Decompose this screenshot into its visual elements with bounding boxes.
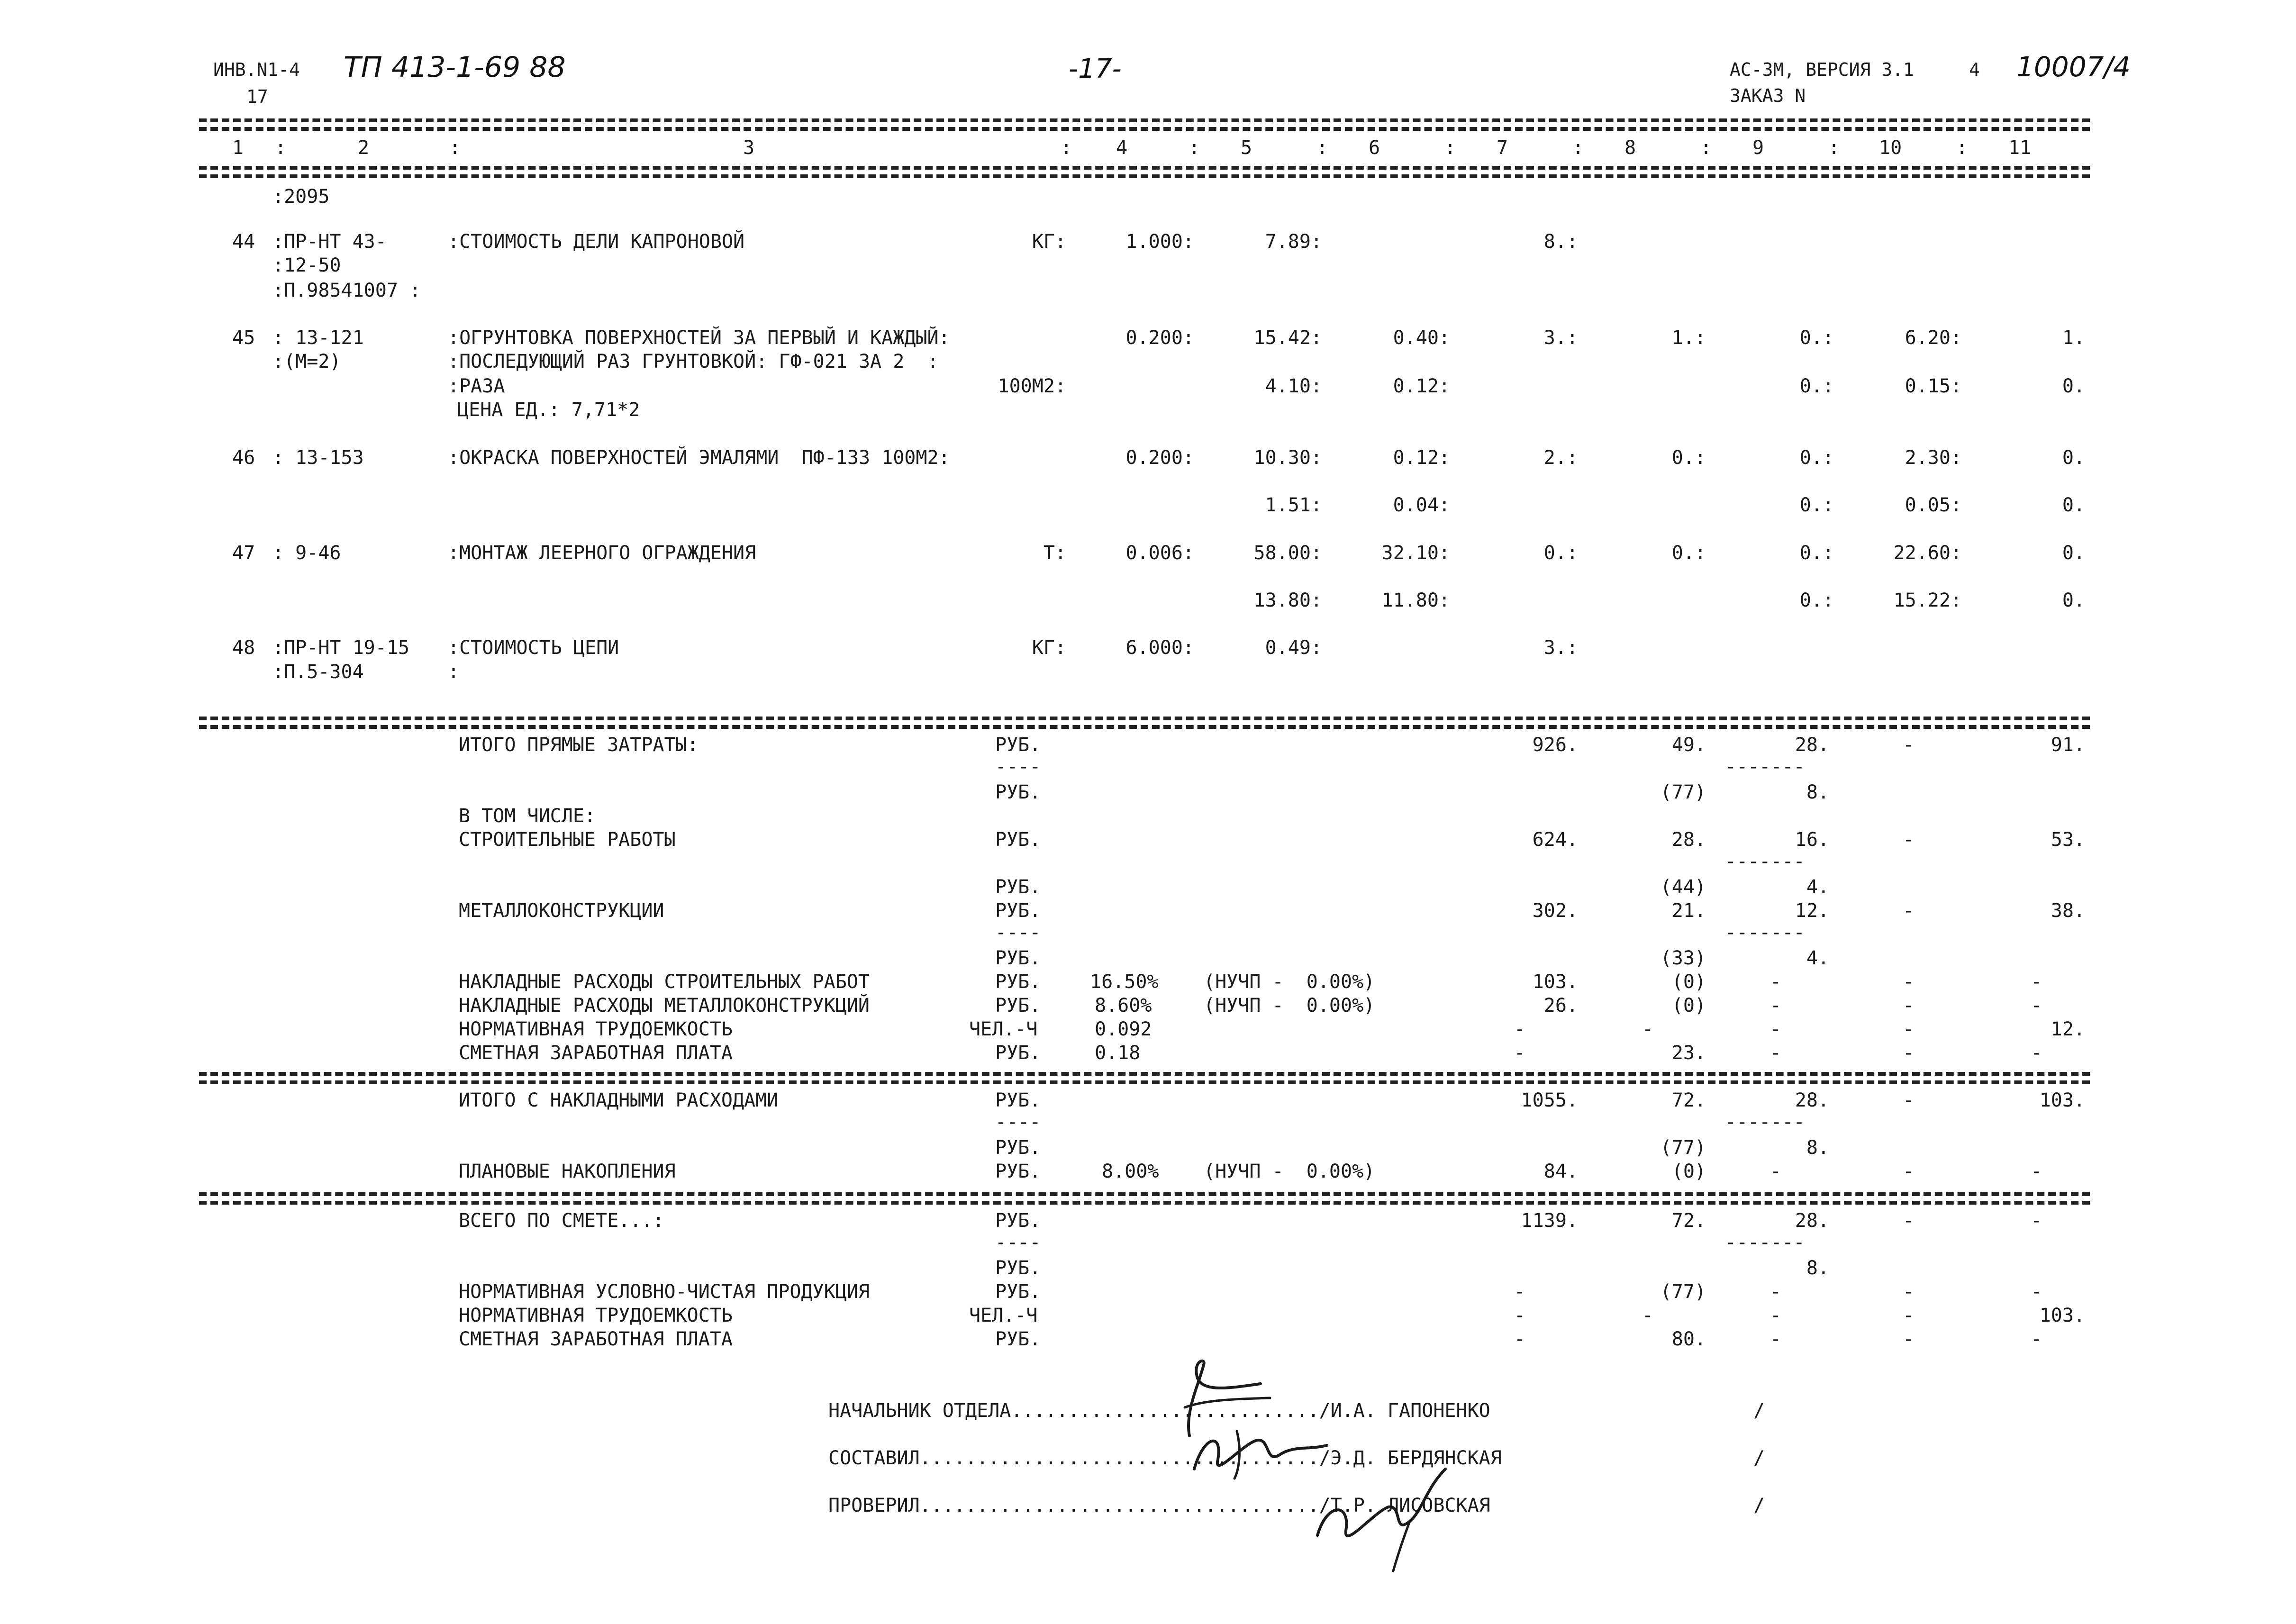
cell-c7: - — [1514, 1042, 1526, 1064]
system-code: 4 — [1969, 59, 1980, 80]
cell-c5: 15.42: — [1253, 327, 1322, 349]
list-item-code: :2095 — [272, 186, 330, 208]
cell-c11: 103. — [2039, 1089, 2085, 1111]
cell-c4: 0.006: — [1125, 542, 1194, 564]
cell-c8: (77) — [1660, 1137, 1706, 1159]
grand-rule-2 — [199, 1201, 2090, 1205]
cell-c8: 0.: — [1671, 542, 1706, 564]
cell-c9: - — [1770, 1328, 1782, 1350]
cell-c10: - — [1903, 1161, 1915, 1182]
cell-c7: 1055. — [1521, 1089, 1578, 1111]
cell-c11: - — [2031, 1042, 2042, 1064]
col-1: 1 — [232, 137, 244, 159]
summary-unit: РУБ. — [995, 995, 1041, 1016]
col-6: 6 — [1369, 137, 1380, 159]
col-9: 9 — [1752, 137, 1764, 159]
cell-c7: 2.: — [1543, 447, 1578, 469]
summary-label: НОРМАТИВНАЯ ТРУДОЕМКОСТЬ — [459, 1018, 733, 1040]
row-number: 44 — [232, 231, 255, 253]
page-title: -17- — [1069, 54, 1122, 84]
cell-c7: - — [1514, 1305, 1526, 1326]
cell-c9: - — [1770, 1042, 1782, 1064]
cell-c7: - — [1514, 1018, 1526, 1040]
cell-c4: 8.00% — [1102, 1161, 1159, 1182]
cell-c9: 28. — [1795, 734, 1829, 756]
cell-c5: 13.80: — [1253, 590, 1322, 611]
totals-label: ИТОГО С НАКЛАДНЫМИ РАСХОДАМИ — [459, 1089, 779, 1111]
col-sep: : — [1828, 137, 1840, 159]
cell-c8: 0.: — [1671, 447, 1706, 469]
cell-c7: 1139. — [1521, 1210, 1578, 1232]
grand-unit: ЧЕЛ.-Ч — [969, 1305, 1038, 1326]
cell-c10: - — [1903, 900, 1915, 922]
grand-unit: РУБ. — [995, 1328, 1041, 1350]
cell-c4: 1.000: — [1125, 231, 1194, 253]
cell-c9: 8. — [1806, 781, 1829, 803]
cell-c5: 58.00: — [1253, 542, 1322, 564]
system-version: АС-3М, ВЕРСИЯ 3.1 — [1730, 59, 1914, 80]
totals-unit: РУБ. — [995, 1137, 1041, 1159]
cell-c10: 0.05: — [1905, 494, 1962, 516]
row-code: :П.5-304 — [272, 661, 364, 683]
row-code: : 9-46 — [272, 542, 341, 564]
col-5: 5 — [1241, 137, 1252, 159]
cell-c6: 11.80: — [1381, 590, 1450, 611]
grand-unit: ---- — [995, 1232, 1041, 1253]
summary-label: НАКЛАДНЫЕ РАСХОДЫ СТРОИТЕЛЬНЫХ РАБОТ — [459, 971, 870, 993]
col-sep: : — [1572, 137, 1584, 159]
grand-unit: РУБ. — [995, 1281, 1041, 1303]
cell-c8: 1.: — [1671, 327, 1706, 349]
cell-c7: 26. — [1543, 995, 1578, 1016]
grand-unit: РУБ. — [995, 1257, 1041, 1279]
cell-c8: (77) — [1660, 781, 1706, 803]
cell-c7: 0.: — [1543, 542, 1578, 564]
cell-c10: 15.22: — [1893, 590, 1962, 611]
signature-head-of-department: НАЧАЛЬНИК ОТДЕЛА.........................../И.А. ГАПОНЕНКО — [828, 1400, 1490, 1422]
signature-compiled-by: СОСТАВИЛ.................................../Э.Д. БЕРДЯНСКАЯ — [828, 1447, 1502, 1469]
handwritten-project-code: ТП 413-1-69 88 — [344, 51, 566, 84]
cell-c8: 23. — [1671, 1042, 1706, 1064]
cell-c10: - — [1903, 1018, 1915, 1040]
row-description: :СТОИМОСТЬ ЦЕПИ — [448, 637, 619, 659]
cell-c11: - — [2031, 1328, 2042, 1350]
col-4: 4 — [1116, 137, 1128, 159]
cell-c6: 32.10: — [1381, 542, 1450, 564]
cell-c9: 12. — [1795, 900, 1829, 922]
cell-c8: (0) — [1671, 995, 1706, 1016]
summary-unit: РУБ. — [995, 900, 1041, 922]
cell-c9: 0.: — [1799, 542, 1834, 564]
cell-c9: - — [1770, 971, 1782, 993]
grand-label: НОРМАТИВНАЯ УСЛОВНО-ЧИСТАЯ ПРОДУКЦИЯ — [459, 1281, 870, 1303]
cell-c11: - — [2031, 1281, 2042, 1303]
summary-rule — [199, 717, 2090, 720]
row-description: :ОГРУНТОВКА ПОВЕРХНОСТЕЙ ЗА ПЕРВЫЙ И КАЖДЫЙ: — [448, 327, 950, 349]
cell-c4: 0.18 — [1095, 1042, 1141, 1064]
cell-c10: - — [1903, 1281, 1915, 1303]
totals-label: ПЛАНОВЫЕ НАКОПЛЕНИЯ — [459, 1161, 676, 1182]
cell-c9: - — [1770, 995, 1782, 1016]
row-code: :ПР-НТ 43- — [272, 231, 387, 253]
row-number: 45 — [232, 327, 255, 349]
grand-label: СМЕТНАЯ ЗАРАБОТНАЯ ПЛАТА — [459, 1328, 733, 1350]
col-sep: : — [275, 137, 287, 159]
row-code: :(М=2) — [272, 351, 341, 372]
totals-unit: РУБ. — [995, 1161, 1041, 1182]
row-code: :П.98541007 : — [272, 280, 421, 301]
grand-rule — [199, 1192, 2090, 1196]
cell-c4: 8.60% — [1095, 995, 1152, 1016]
col-2: 2 — [358, 137, 370, 159]
handwritten-signature-3 — [1308, 1460, 1460, 1573]
grand-unit: РУБ. — [995, 1210, 1041, 1232]
cell-c9: ------- — [1725, 1232, 1805, 1253]
row-code: :ПР-НТ 19-15 — [272, 637, 409, 659]
signature-end-mark: / — [1753, 1400, 1765, 1422]
cell-c9: 28. — [1795, 1210, 1829, 1232]
cell-c4: 0.092 — [1095, 1018, 1152, 1040]
summary-unit: РУБ. — [995, 829, 1041, 851]
cell-c7: 103. — [1532, 971, 1578, 993]
totals-unit: ---- — [995, 1111, 1041, 1133]
row-code: :12-50 — [272, 254, 341, 276]
cell-c6: 0.40: — [1393, 327, 1450, 349]
totals-rule — [199, 1072, 2090, 1076]
col-sep: : — [1316, 137, 1328, 159]
cell-c10: - — [1903, 971, 1915, 993]
cell-c11: - — [2031, 1161, 2042, 1182]
cell-c7: 926. — [1532, 734, 1578, 756]
summary-unit: РУБ. — [995, 1042, 1041, 1064]
handwritten-order-code: 10007/4 — [2016, 51, 2131, 83]
cell-c4: 6.000: — [1125, 637, 1194, 659]
row-description: :МОНТАЖ ЛЕЕРНОГО ОГРАЖДЕНИЯ — [448, 542, 756, 564]
cell-c8: (44) — [1660, 876, 1706, 898]
cell-c9: 0.: — [1799, 590, 1834, 611]
row-code: : 13-121 — [272, 327, 364, 349]
cell-c5: (НУЧП - 0.00%) — [1204, 1161, 1375, 1182]
header-rule-bottom — [199, 166, 2090, 170]
row-number: 46 — [232, 447, 255, 469]
cell-c9: 8. — [1806, 1257, 1829, 1279]
cell-c11: 103. — [2039, 1305, 2085, 1326]
cell-c10: 2.30: — [1905, 447, 1962, 469]
cell-c9: ------- — [1725, 922, 1805, 944]
col-sep: : — [1061, 137, 1072, 159]
cell-c8: - — [1642, 1018, 1654, 1040]
cell-c9: ------- — [1725, 756, 1805, 778]
cell-c10: - — [1903, 829, 1915, 851]
cell-c11: 38. — [2051, 900, 2085, 922]
cell-c8: (33) — [1660, 947, 1706, 969]
totals-unit: РУБ. — [995, 1089, 1041, 1111]
col-3: 3 — [743, 137, 755, 159]
col-sep: : — [1444, 137, 1456, 159]
cell-c6: 0.12: — [1393, 375, 1450, 397]
cell-c7: 84. — [1543, 1161, 1578, 1182]
cell-c11: - — [2031, 995, 2042, 1016]
cell-c10: - — [1903, 734, 1915, 756]
summary-label: СТРОИТЕЛЬНЫЕ РАБОТЫ — [459, 829, 676, 851]
col-sep: : — [1700, 137, 1712, 159]
signature-checked-by: ПРОВЕРИЛ.................................../Т.Р. ЛИСОВСКАЯ — [828, 1495, 1490, 1516]
cell-c8: (0) — [1671, 1161, 1706, 1182]
row-code: : 13-153 — [272, 447, 364, 469]
row-description: :ПОСЛЕДУЮЩИЙ РАЗ ГРУНТОВКОЙ: ГФ-021 ЗА 2 : — [448, 351, 939, 372]
summary-unit: ---- — [995, 756, 1041, 778]
row-unit: 100М2: — [998, 375, 1066, 397]
cell-c10: - — [1903, 1042, 1915, 1064]
signature-end-mark: / — [1753, 1495, 1765, 1516]
row-description: :РАЗА — [448, 375, 505, 397]
cell-c11: 0. — [2062, 375, 2085, 397]
page-number: 17 — [246, 86, 268, 107]
cell-c8: 21. — [1671, 900, 1706, 922]
cell-c11: 0. — [2062, 590, 2085, 611]
cell-c11: 0. — [2062, 494, 2085, 516]
cell-c8: 49. — [1671, 734, 1706, 756]
cell-c11: - — [2031, 1210, 2042, 1232]
cell-c11: 1. — [2062, 327, 2085, 349]
summary-unit: ---- — [995, 922, 1041, 944]
totals-rule-2 — [199, 1080, 2090, 1084]
cell-c7: 8.: — [1543, 231, 1578, 253]
signature-end-mark: / — [1753, 1447, 1765, 1469]
cell-c4: 16.50% — [1090, 971, 1159, 993]
header-rule-top-2 — [199, 127, 2090, 131]
summary-unit: РУБ. — [995, 876, 1041, 898]
cell-c8: - — [1642, 1305, 1654, 1326]
cell-c7: 3.: — [1543, 637, 1578, 659]
cell-c9: 0.: — [1799, 494, 1834, 516]
col-7: 7 — [1497, 137, 1508, 159]
cell-c10: 6.20: — [1905, 327, 1962, 349]
cell-c9: 4. — [1806, 947, 1829, 969]
col-sep: : — [1956, 137, 1968, 159]
header-rule-top — [199, 118, 2090, 122]
cell-c7: 3.: — [1543, 327, 1578, 349]
grand-label: ВСЕГО ПО СМЕТЕ...: — [459, 1210, 664, 1232]
cell-c9: 28. — [1795, 1089, 1829, 1111]
row-description: :СТОИМОСТЬ ДЕЛИ КАПРОНОВОЙ — [448, 231, 745, 253]
cell-c5: 7.89: — [1265, 231, 1322, 253]
cell-c9: 4. — [1806, 876, 1829, 898]
cell-c11: - — [2031, 971, 2042, 993]
summary-label: ИТОГО ПРЯМЫЕ ЗАТРАТЫ: — [459, 734, 699, 756]
summary-rule-2 — [199, 725, 2090, 729]
cell-c9: - — [1770, 1161, 1782, 1182]
cell-c5: 10.30: — [1253, 447, 1322, 469]
cell-c10: - — [1903, 1210, 1915, 1232]
cell-c9: 0.: — [1799, 327, 1834, 349]
cell-c10: - — [1903, 995, 1915, 1016]
summary-unit: РУБ. — [995, 734, 1041, 756]
col-sep: : — [449, 137, 461, 159]
cell-c8: (77) — [1660, 1281, 1706, 1303]
cell-c9: 16. — [1795, 829, 1829, 851]
cell-c8: 72. — [1671, 1210, 1706, 1232]
cell-c4: 0.200: — [1125, 327, 1194, 349]
cell-c10: 0.15: — [1905, 375, 1962, 397]
cell-c7: - — [1514, 1281, 1526, 1303]
cell-c11: 0. — [2062, 447, 2085, 469]
col-10: 10 — [1879, 137, 1902, 159]
cell-c7: 624. — [1532, 829, 1578, 851]
cell-c4: 0.200: — [1125, 447, 1194, 469]
cell-c9: - — [1770, 1305, 1782, 1326]
cell-c5: (НУЧП - 0.00%) — [1204, 995, 1375, 1016]
cell-c5: (НУЧП - 0.00%) — [1204, 971, 1375, 993]
col-sep: : — [1189, 137, 1200, 159]
row-unit: КГ: — [1032, 637, 1066, 659]
summary-unit: РУБ. — [995, 971, 1041, 993]
cell-c6: 0.04: — [1393, 494, 1450, 516]
cell-c6: 0.12: — [1393, 447, 1450, 469]
cell-c11: 12. — [2051, 1018, 2085, 1040]
summary-unit: РУБ. — [995, 947, 1041, 969]
cell-c9: ------- — [1725, 1111, 1805, 1133]
row-description: : — [448, 661, 460, 683]
unit-price-note: ЦЕНА ЕД.: 7,71*2 — [457, 399, 640, 421]
inventory-label: ИНВ.N1-4 — [213, 59, 300, 80]
cell-c8: (0) — [1671, 971, 1706, 993]
cell-c9: 0.: — [1799, 375, 1834, 397]
cell-c11: 53. — [2051, 829, 2085, 851]
order-label: ЗАКАЗ N — [1730, 85, 1806, 106]
cell-c9: ------- — [1725, 851, 1805, 872]
row-number: 48 — [232, 637, 255, 659]
cell-c8: 80. — [1671, 1328, 1706, 1350]
cell-c5: 1.51: — [1265, 494, 1322, 516]
summary-label: НАКЛАДНЫЕ РАСХОДЫ МЕТАЛЛОКОНСТРУКЦИЙ — [459, 995, 870, 1016]
header-rule-bottom-2 — [199, 174, 2090, 178]
cell-c7: 302. — [1532, 900, 1578, 922]
cell-c8: 28. — [1671, 829, 1706, 851]
summary-label: СМЕТНАЯ ЗАРАБОТНАЯ ПЛАТА — [459, 1042, 733, 1064]
cell-c10: - — [1903, 1328, 1915, 1350]
cell-c9: 8. — [1806, 1137, 1829, 1159]
cell-c11: 0. — [2062, 542, 2085, 564]
cell-c10: 22.60: — [1893, 542, 1962, 564]
cell-c8: 72. — [1671, 1089, 1706, 1111]
cell-c7: - — [1514, 1328, 1526, 1350]
summary-unit: РУБ. — [995, 781, 1041, 803]
cell-c10: - — [1903, 1305, 1915, 1326]
summary-label: МЕТАЛЛОКОНСТРУКЦИИ — [459, 900, 664, 922]
row-description: :ОКРАСКА ПОВЕРХНОСТЕЙ ЭМАЛЯМИ ПФ-133 100М2: — [448, 447, 950, 469]
cell-c9: - — [1770, 1281, 1782, 1303]
cell-c9: 0.: — [1799, 447, 1834, 469]
cell-c10: - — [1903, 1089, 1915, 1111]
row-unit: КГ: — [1032, 231, 1066, 253]
col-11: 11 — [2008, 137, 2032, 159]
cell-c5: 4.10: — [1265, 375, 1322, 397]
cell-c5: 0.49: — [1265, 637, 1322, 659]
summary-unit: ЧЕЛ.-Ч — [969, 1018, 1038, 1040]
row-unit: Т: — [1043, 542, 1066, 564]
row-number: 47 — [232, 542, 255, 564]
cell-c11: 91. — [2051, 734, 2085, 756]
col-8: 8 — [1624, 137, 1636, 159]
cell-c9: - — [1770, 1018, 1782, 1040]
summary-label: В ТОМ ЧИСЛЕ: — [459, 805, 596, 827]
grand-label: НОРМАТИВНАЯ ТРУДОЕМКОСТЬ — [459, 1305, 733, 1326]
